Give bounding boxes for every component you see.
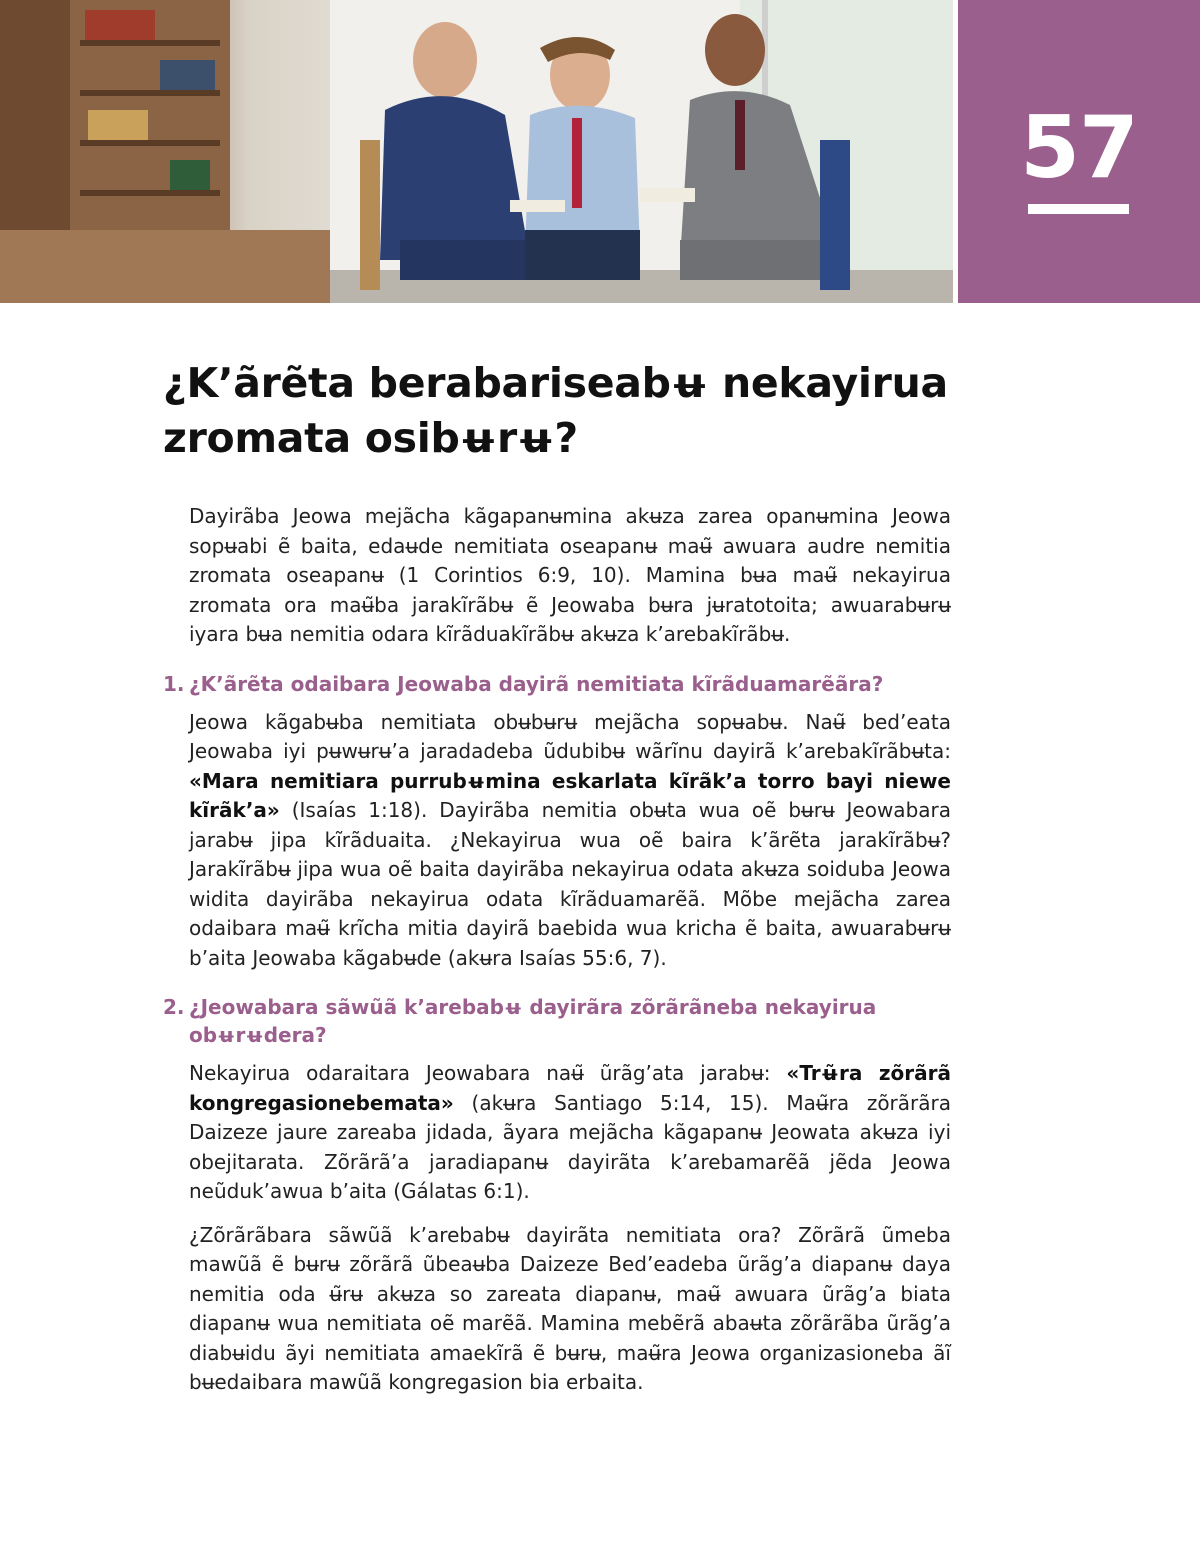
- paragraph-text: ¿Zõrãrãbara sãwũã k’arebabʉ dayirãta nemitiata ora? Zõrãrã ũmeba mawũã ẽ bʉrʉ zõrãrã ũbeaʉba Daizeze Bed’eadeba ũrãg’a diapanʉ daya nemitia oda ʉ̃rʉ akʉza so zareata diapanʉ, maʉ̃ awuara ũrãg’a biata diapanʉ wua nemitiata oẽ marẽã. Mamina mebẽrã abaʉta zõrãrãba ũrãg’a diabʉidu ãyi nemitiata amaekĩrã ẽ bʉrʉ, maʉ̃ra Jeowa organizasioneba ãĩ bʉedaibara mawũã kongregasion bia erbaita.: [189, 1222, 951, 1394]
- paragraph-text: (Isaías 1:18). Dayirãba nemitia obʉta wua oẽ bʉrʉ Jeowabara jarabʉ jipa kĩrãduaita. ¿Nekayirua wua oẽ baira k’ãrẽta jarakĩrãbʉ? Jarakĩrãbʉ jipa wua oẽ baita dayirãba nekayirua odata akʉza soiduba Jeowa widita dayirãba nekayirua odata kĩrãduamarẽã. Mõbe mejãcha zarea odaibara maʉ̃ krĩcha mitia dayirã baebida wua kricha ẽ baita, awuarabʉrʉ b’aita Jeowaba kãgabʉde (akʉra Isaías 55:6, 7).: [189, 798, 951, 970]
- answer-paragraph: [189, 1221, 951, 1398]
- question-1: [163, 670, 951, 698]
- lesson-number-box: [958, 0, 1200, 303]
- lesson-content: [163, 502, 952, 1412]
- lesson-number-underline: [1028, 204, 1129, 214]
- paragraph-text: Nekayirua odaraitara Jeowabara naʉ̃ ũrãg’ata jarabʉ:: [189, 1061, 787, 1085]
- question-number: 2.: [163, 995, 185, 1019]
- scripture-quote: «Trʉ̃ra zõrãrã kongregasionebemata»: [189, 1061, 952, 1115]
- question-2: [163, 993, 951, 1049]
- lesson-number: 57: [1020, 98, 1138, 198]
- page-title: ¿K’ãrẽta berabariseabʉ nekayirua zromata osibʉrʉ?: [163, 359, 948, 462]
- question-text: ¿Jeowabara sãwũã k’arebabʉ dayirãra zõrãrãneba nekayirua obʉrʉdera?: [189, 995, 877, 1047]
- photo-illustration: [0, 0, 953, 303]
- paragraph-text: Jeowa kãgabʉba nemitiata obʉbʉrʉ mejãcha sopʉabʉ. Naʉ̃ bed’eata Jeowaba iyi pʉwʉrʉ’a jaradadeba ũdubibʉ wãrĩnu dayirã k’arebakĩrãbʉta:: [189, 709, 951, 763]
- scripture-quote: «Mara nemitiara purrubʉmina eskarlata kĩrãk’a torro bayi niewe kĩrãk’a»: [189, 768, 951, 822]
- answer-paragraph: [189, 1059, 951, 1207]
- question-text: ¿K’ãrẽta odaibara Jeowaba dayirã nemitiata kĩrãduamarẽãra?: [189, 671, 884, 696]
- hero-photo: [0, 0, 953, 303]
- intro-paragraph: Dayirãba Jeowa mejãcha kãgapanʉmina akʉza zarea opanʉmina Jeowa sopʉabi ẽ baita, edaʉde nemitiata oseapanʉ maʉ̃ awuara audre nemitia zromata oseapanʉ (1 Corintios 6:9, 10). Mamina bʉa maʉ̃ nekayirua zromata ora maʉ̃ba jarakĩrãbʉ ẽ Jeowaba bʉra jʉratotoita; awuarabʉrʉ iyara bʉa nemitia odara kĩrãduakĩrãbʉ akʉza k’arebakĩrãbʉ.: [189, 504, 951, 646]
- paragraph-text: (akʉra Santiago 5:14, 15). Maʉ̃ra zõrãrãra Daizeze jaure zareaba jidada, ãyara mejãcha kãgapanʉ Jeowata akʉza iyi obejitarata. Zõrãrã’a jaradiapanʉ dayirãta k’arebamarẽã jẽda Jeowa neũduk’awua b’aita (Gálatas 6:1).: [189, 1090, 951, 1203]
- answer-paragraph: [189, 708, 951, 974]
- question-number: 1.: [163, 671, 185, 696]
